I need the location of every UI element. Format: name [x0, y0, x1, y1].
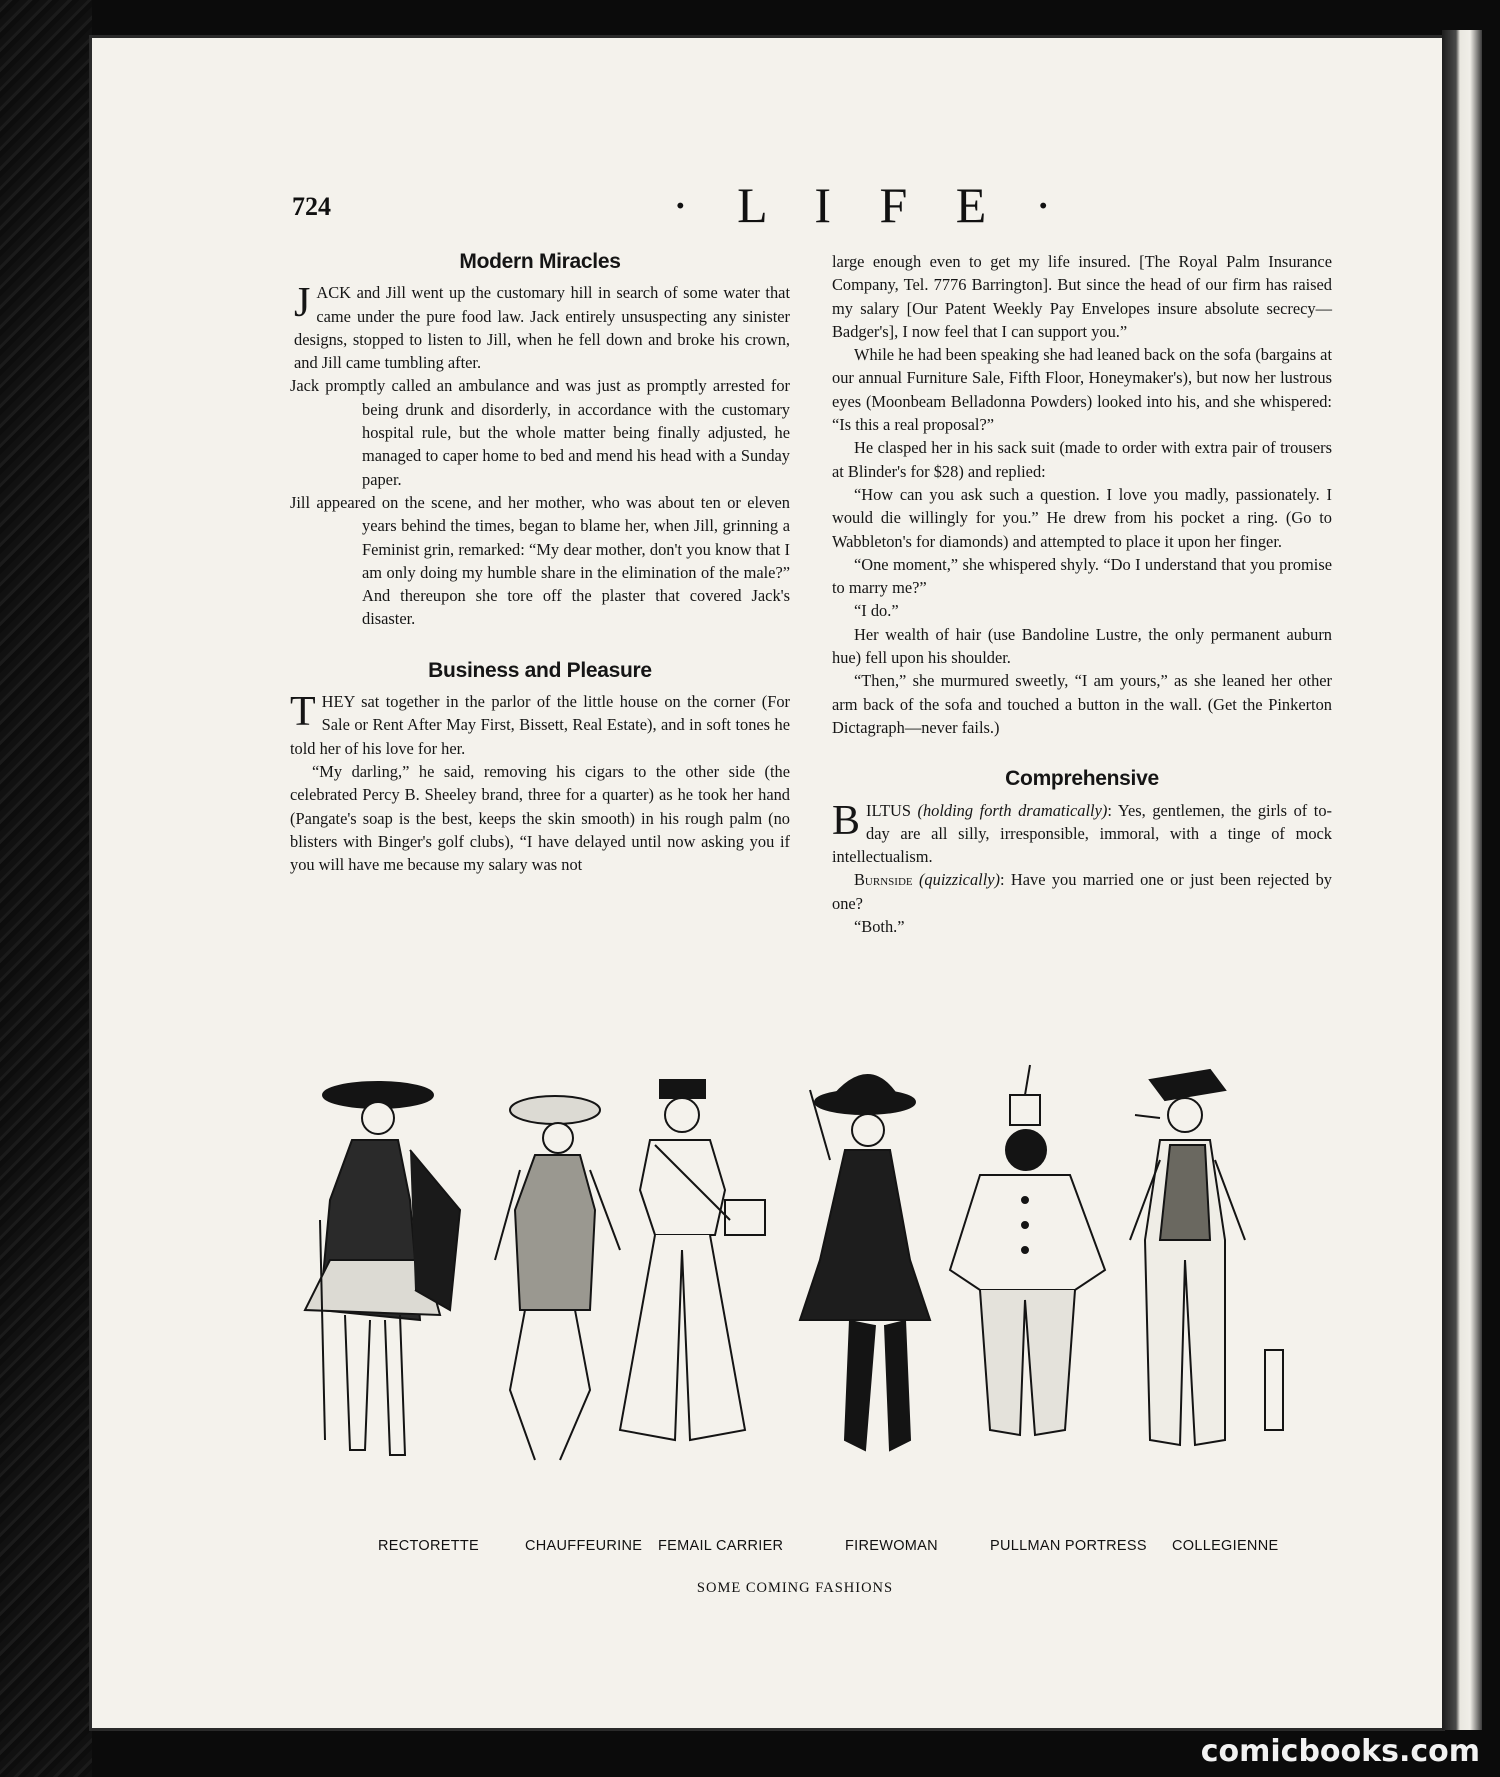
- drop-cap: B: [832, 797, 861, 844]
- article-paragraph: [290, 281, 790, 374]
- article-paragraph: “Both.”: [854, 917, 905, 937]
- stage-direction: (quizzically): [918, 870, 1000, 890]
- article-title-modern-miracles: Modern Miracles: [459, 250, 621, 273]
- article-paragraph: “I do.”: [854, 601, 899, 621]
- dialogue-line: : Have you married one or just been rejected by one?: [832, 870, 1332, 913]
- figure-collegienne: [1130, 1070, 1245, 1445]
- speaker-name: ILTUS: [866, 800, 911, 820]
- label-collegienne: COLLEGIENNE: [1172, 1538, 1279, 1554]
- article-paragraph: “My darling,” he said, removing his cigars to the other side (the celebrated Percy B. Sheeley brand, three for a quarter) as he took her hand (Pangate's soap is the best, keeps the skin smooth) in his rough palm (no blisters with Binger's golf clubs), “I have delayed until now asking you if you will have me because my salary was not: [290, 761, 790, 875]
- article-paragraph: Her wealth of hair (use Bandoline Lustre, the only permanent auburn hue) fell upon his shoulder.: [832, 624, 1332, 668]
- label-pullman-portress: PULLMAN PORTRESS: [990, 1538, 1147, 1554]
- drop-cap: T: [290, 689, 316, 736]
- article-paragraph: large enough even to get my life insured. [The Royal Palm Insurance Company, Tel. 7776 Barrington]. But since the head of our firm has raised my salary [Our Patent Weekly Pay Envelopes insure absolute secrecy—Badger's], I now feel that I can support you.”: [832, 252, 1332, 341]
- scan-left-edge: [0, 0, 92, 1777]
- right-column: [832, 250, 1332, 938]
- paragraph-text: ACK and Jill went up the customary hill in search of some water that came under the pure food law. Jack entirely unsuspecting any sinister designs, stopped to listen to Jill, when he fell down and broke his crown, and Jill came tumbling after.: [294, 283, 790, 373]
- article-paragraph: Jill appeared on the scene, and her mother, who was about ten or eleven years behind the times, began to blame her, when Jill, grinning a Feminist grin, remarked: “My dear mother, don't you know that I am only doing my humble share in the elimination of the male?” And thereupon she tore off the plaster that covered Jack's disaster.: [290, 492, 790, 629]
- article-paragraph: He clasped her in his sack suit (made to order with extra pair of trousers at Blinder's for $28) and replied:: [832, 438, 1332, 481]
- watermark: comicbooks.com: [1200, 1734, 1480, 1769]
- page-number: 724: [292, 192, 331, 221]
- stage-direction: (holding forth dramatically): [917, 800, 1108, 820]
- dialogue-line: : Yes, gentlemen, the girls of to-day are all silly, irresponsible, immoral, with a tinge of mock intellectualism.: [832, 800, 1332, 867]
- article-paragraph: “How can you ask such a question. I love you madly, passionately. I would die willingly for you.” He drew from his pocket a ring. (Go to Wabbleton's for diamonds) and attempted to place it upon her finger.: [832, 484, 1332, 551]
- article-paragraph: [832, 868, 1332, 915]
- fashion-figures-drawing: [290, 1060, 1300, 1540]
- figure-rectorette: [305, 1082, 460, 1455]
- article-paragraph: While he had been speaking she had leaned back on the sofa (bargains at our annual Furniture Sale, Fifth Floor, Honeymaker's), but now her lustrous eyes (Moonbeam Belladonna Powders) looked into his, and she whispered: “Is this a real proposal?”: [832, 345, 1332, 435]
- speaker-name: Burnside: [854, 870, 913, 890]
- page-header: [292, 178, 1237, 238]
- label-chauffeurine: CHAUFFEURINE: [525, 1538, 643, 1554]
- label-rectorette: RECTORETTE: [378, 1538, 480, 1554]
- article-paragraph: “Then,” she murmured sweetly, “I am yours,” as she leaned her other arm back of the sofa and touched a button in the wall. (Get the Pinkerton Dictagraph—never fails.): [832, 671, 1332, 737]
- figure-chauffeurine: [495, 1096, 620, 1460]
- article-paragraph: [832, 799, 1332, 869]
- label-femail-carrier: FEMAIL CARRIER: [658, 1538, 784, 1554]
- fashion-illustration: [290, 1060, 1300, 1540]
- masthead: · L I F E ·: [672, 177, 1070, 233]
- article-paragraph: “One moment,” she whispered shyly. “Do I understand that you promise to marry me?”: [832, 554, 1332, 598]
- illustration-caption: SOME COMING FASHIONS: [696, 1580, 894, 1596]
- drop-cap: J: [294, 280, 311, 327]
- book-binding: [1442, 30, 1482, 1730]
- paragraph-text: HEY sat together in the parlor of the little house on the corner (For Sale or Rent After May First, Bissett, Real Estate), and in soft tones he told her of his love for her.: [290, 692, 790, 758]
- article-title-business-and-pleasure: Business and Pleasure: [428, 658, 652, 682]
- article-paragraph: [290, 690, 790, 760]
- figure-femail-carrier: [620, 1080, 765, 1440]
- left-column: [290, 250, 790, 876]
- label-firewoman: FIREWOMAN: [845, 1538, 938, 1554]
- illustration-labels: [290, 1538, 1300, 1560]
- figure-firewoman: [800, 1075, 930, 1450]
- article-paragraph: Jack promptly called an ambulance and was just as promptly arrested for being drunk and disorderly, in accordance with the customary hospital rule, but the whole matter being finally adjusted, he managed to caper home to bed and mend his head with a Sunday paper.: [290, 376, 790, 489]
- figure-pullman-portress: [950, 1065, 1105, 1435]
- article-title-comprehensive: Comprehensive: [1005, 767, 1159, 791]
